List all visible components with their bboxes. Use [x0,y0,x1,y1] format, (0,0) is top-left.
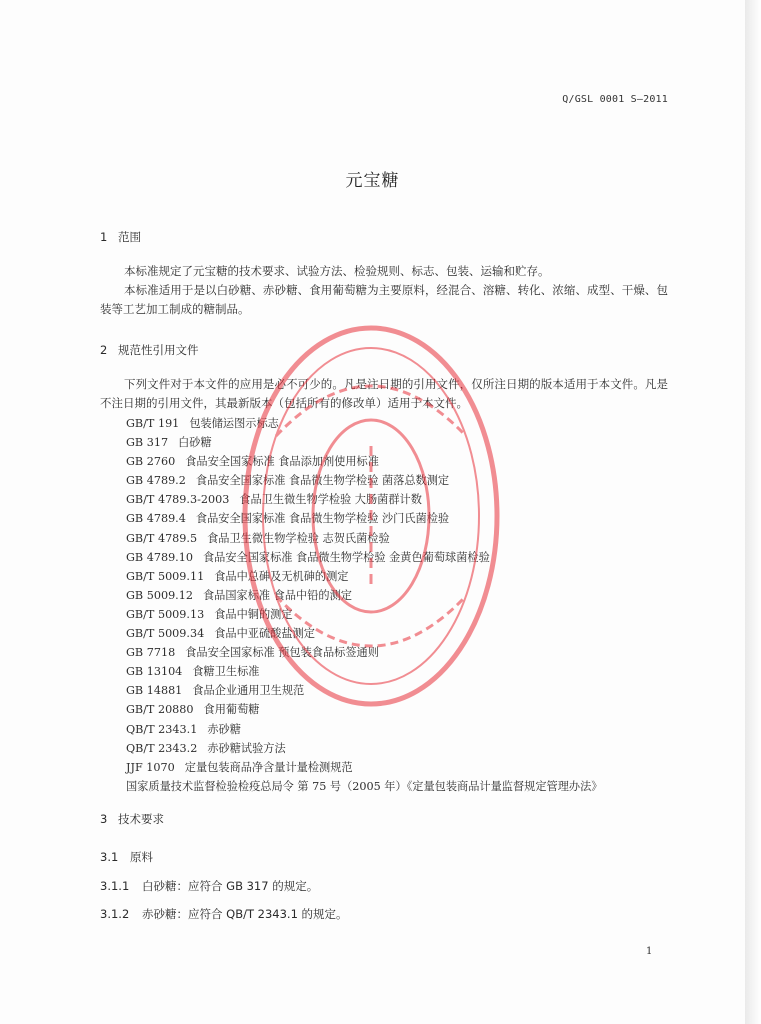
reference-item: GB/T 4789.3-2003 食品卫生微生物学检验 大肠菌群计数 [126,493,422,507]
standard-code: Q/GSL 0001 S—2011 [562,94,668,105]
reference-item: GB/T 5009.34 食品中亚硫酸盐测定 [126,627,315,641]
section-1-paragraph-1: 本标准规定了元宝糖的技术要求、试验方法、检验规则、标志、包装、运输和贮存。 [124,264,550,278]
reference-item: GB/T 191 包装储运图示标志 [126,417,279,430]
document-title: 元宝糖 [345,171,400,191]
reference-item: GB/T 5009.11 食品中总砷及无机砷的测定 [126,569,349,583]
reference-item: GB 317 白砂糖 [126,436,212,450]
section-2-intro: 下列文件对于本文件的应用是必不可少的。凡是注日期的引用文件，仅所注日期的版本适用于本文件。凡是不注日期的引用文件，其最新版本（包括所有的修改单）适用于本文件。 [100,377,668,410]
section-1-title: 范围 [118,230,141,244]
subsection-3-1-heading: 3.1 原料 [100,850,153,864]
reference-item: 国家质量技术监督检验检疫总局令 第 75 号（2005 年）《定量包装商品计量监督规定管理办法》 [126,779,603,793]
page-edge-shadow [745,0,761,1024]
reference-item: GB 5009.12 食品国家标准 食品中铅的测定 [126,588,352,602]
reference-item: QB/T 2343.2 赤砂糖试验方法 [126,741,286,755]
clause-3-1-1: 3.1.1 白砂糖：应符合 GB 317 的规定。 [100,879,319,893]
seal-arc-text-bottom [276,596,466,646]
section-3-number: 3 [100,812,108,826]
page-number: 1 [646,946,653,957]
section-1-number: 1 [100,230,108,244]
section-3-heading [100,811,164,827]
reference-item: GB/T 5009.13 食品中铜的测定 [126,607,293,621]
section-2-heading [100,342,199,358]
seal-arc-text [276,386,466,436]
section-1-paragraph-2: 本标准适用于是以白砂糖、赤砂糖、食用葡萄糖为主要原料，经混合、溶糖、转化、浓缩、成型、干燥、包装等工艺加工制成的糖制品。 [100,283,668,316]
reference-item: JJF 1070 定量包装商品净含量计量检测规范 [126,760,353,774]
reference-item: GB 4789.10 食品安全国家标准 食品微生物学检验 金黄色葡萄球菌检验 [126,550,490,564]
section-1-heading [100,229,141,245]
reference-item: GB/T 4789.5 食品卫生微生物学检验 志贺氏菌检验 [126,531,390,545]
clause-3-1-2: 3.1.2 赤砂糖：应符合 QB/T 2343.1 的规定。 [100,907,348,921]
reference-item: GB 7718 食品安全国家标准 预包装食品标签通则 [126,646,379,660]
reference-item: GB 4789.2 食品安全国家标准 食品微生物学检验 菌落总数测定 [126,474,450,488]
reference-item: QB/T 2343.1 赤砂糖 [126,722,241,736]
reference-item: GB 14881 食品企业通用卫生规范 [126,684,305,698]
reference-item: GB/T 20880 食用葡萄糖 [126,703,260,717]
reference-item: GB 13104 食糖卫生标准 [126,665,260,679]
section-2-number: 2 [100,343,108,357]
red-seal-stamp [236,316,506,716]
section-2-title: 规范性引用文件 [118,343,199,357]
section-3-title: 技术要求 [118,812,164,826]
reference-item: GB 4789.4 食品安全国家标准 食品微生物学检验 沙门氏菌检验 [126,512,450,526]
reference-item: GB 2760 食品安全国家标准 食品添加剂使用标准 [126,455,379,469]
